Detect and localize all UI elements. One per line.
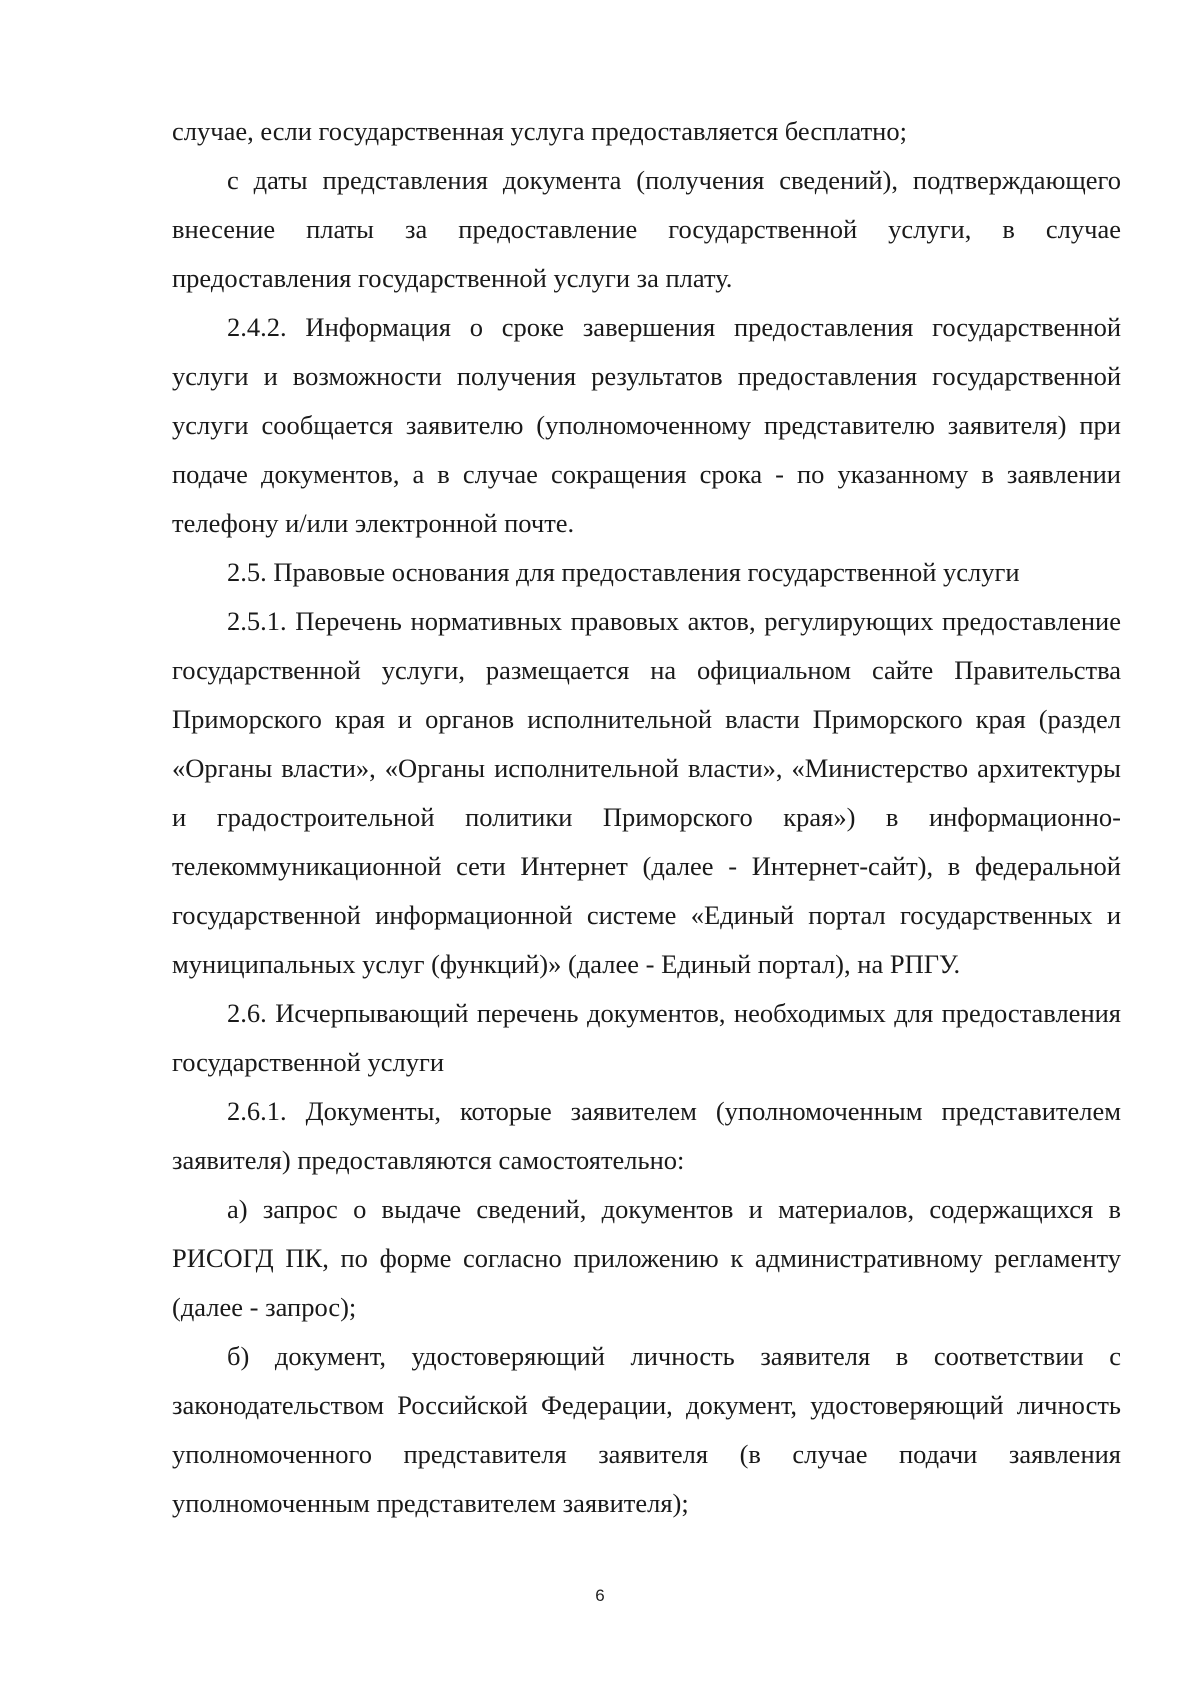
- list-item-a: а) запрос о выдаче сведений, документов и материалов, содержащихся в РИСОГД ПК, по форме согласно приложению к административному регламенту (далее - запрос);: [172, 1194, 1121, 1322]
- paragraph-fee-free-case: случае, если государственная услуга предоставляется бесплатно;: [172, 116, 907, 146]
- paragraph-payment-date: с даты представления документа (получения сведений), подтверждающего внесение платы за предоставление государственной услуги, в случае предоставления государственной услуги за плату.: [172, 165, 1121, 293]
- list-item-b: б) документ, удостоверяющий личность заявителя в соответствии с законодательством Российской Федерации, документ, удостоверяющий личность уполномоченного представителя заявителя (в случае подачи заявления уполномоченным представителем заявителя);: [172, 1341, 1121, 1518]
- paragraph-2-6-1: 2.6.1. Документы, которые заявителем (уполномоченным представителем заявителя) предоставляются самостоятельно:: [172, 1096, 1121, 1175]
- section-heading-2-6: 2.6. Исчерпывающий перечень документов, необходимых для предоставления государственной услуги: [172, 998, 1121, 1077]
- paragraph-2-4-2: 2.4.2. Информация о сроке завершения предоставления государственной услуги и возможности получения результатов предоставления государственной услуги сообщается заявителю (уполномоченному представителю заявителя) при подаче документов, а в случае сокращения срока - по указанному в заявлении телефону и/или электронной почте.: [172, 312, 1121, 538]
- page-number: 6: [595, 1586, 605, 1605]
- section-heading-2-5: 2.5. Правовые основания для предоставления государственной услуги: [227, 557, 1020, 587]
- paragraph-2-5-1: 2.5.1. Перечень нормативных правовых актов, регулирующих предоставление государственной услуги, размещается на официальном сайте Правительства Приморского края и органов исполнительной власти Приморского края (раздел «Органы власти», «Органы исполнительной власти», «Министерство архитектуры и градостроительной политики Приморского края») в информационно-телекоммуникационной сети Интернет (далее - Интернет-сайт), в федеральной государственной информационной системе «Единый портал государственных и муниципальных услуг (функций)» (далее - Единый портал), на РПГУ.: [172, 606, 1121, 979]
- document-body: [172, 107, 1121, 1528]
